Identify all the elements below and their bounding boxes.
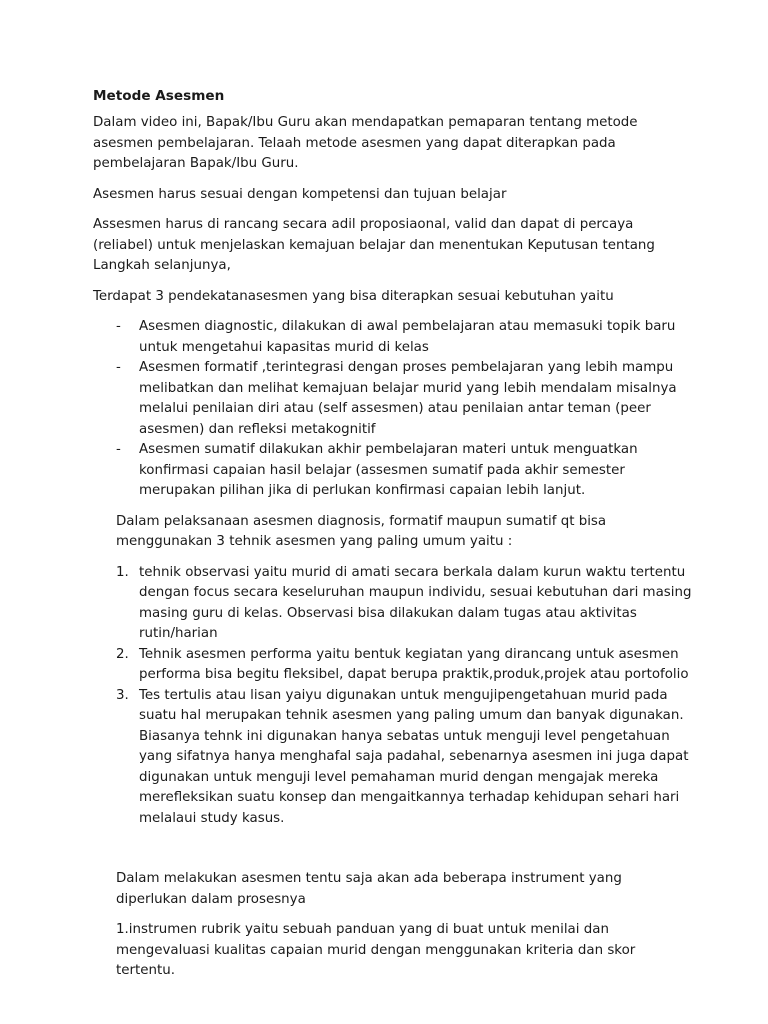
document-body: [93, 86, 693, 992]
technique-observation: tehnik observasi yaitu murid di amati secara berkala dalam kurun waktu tertentu dengan focus secara keseluruhan maupun individu, sesuai kebutuhan dari masing masing guru di kelas. Observasi bisa dilakukan dalam tugas atau aktivitas rutin/harian: [139, 564, 692, 641]
list-item: [93, 440, 693, 502]
list-item: [93, 317, 693, 358]
technique-performance: Tehnik asesmen performa yaitu bentuk kegiatan yang dirancang untuk asesmen performa bisa begitu fleksibel, dapat berupa praktik,produk,projek atau portofolio: [139, 646, 689, 682]
list-item: [93, 358, 693, 440]
number-marker: 1.: [116, 564, 129, 580]
techniques-intro-paragraph: Dalam pelaksanaan asesmen diagnosis, formatif maupun sumatif qt bisa menggunakan 3 tehnik asesmen yang paling umum yaitu :: [116, 513, 607, 549]
list-item: [93, 686, 693, 830]
list-item: [93, 563, 693, 645]
document-title: Metode Asesmen: [93, 88, 225, 104]
list-item: [93, 645, 693, 686]
approach-formative: Asesmen formatif ,terintegrasi dengan proses pembelajaran yang lebih mampu melibatkan dan melihat kemajuan belajar murid yang lebih mendalam misalnya melalui penilaian diri atau (self assesmen) atau penilaian antar teman (peer asesmen) dan refleksi metakognitif: [139, 360, 677, 437]
competency-paragraph: Asesmen harus sesuai dengan kompetensi dan tujuan belajar: [93, 186, 507, 202]
number-marker: 2.: [116, 646, 129, 662]
number-marker: 3.: [116, 687, 129, 703]
intro-paragraph: Dalam video ini, Bapak/Ibu Guru akan mendapatkan pemaparan tentang metode asesmen pembelajaran. Telaah metode asesmen yang dapat diterapkan pada pembelajaran Bapak/Ibu Guru.: [93, 115, 638, 171]
instruments-intro-paragraph: Dalam melakukan asesmen tentu saja akan ada beberapa instrument yang diperlukan dalam prosesnya: [116, 871, 622, 907]
approaches-list: [93, 317, 693, 502]
dash-marker: -: [116, 442, 121, 457]
approaches-intro-paragraph: Terdapat 3 pendekatanasesmen yang bisa diterapkan sesuai kebutuhan yaitu: [93, 288, 614, 304]
rubric-instrument-paragraph: 1.instrumen rubrik yaitu sebuah panduan yang di buat untuk menilai dan mengevaluasi kualitas capaian murid dengan menggunakan kriteria dan skor tertentu.: [116, 922, 636, 978]
approach-summative: Asesmen sumatif dilakukan akhir pembelajaran materi untuk menguatkan konfirmasi capaian hasil belajar (assesmen sumatif pada akhir semester merupakan pilihan jika di perlukan konfirmasi capaian lebih lanjut.: [139, 442, 638, 498]
approach-diagnostic: Asesmen diagnostic, dilakukan di awal pembelajaran atau memasuki topik baru untuk mengetahui kapasitas murid di kelas: [139, 319, 676, 355]
dash-marker: -: [116, 319, 121, 334]
dash-marker: -: [116, 360, 121, 375]
blank-line: [93, 839, 693, 869]
techniques-list: [93, 563, 693, 830]
fairness-paragraph: Assesmen harus di rancang secara adil proposiaonal, valid dan dapat di percaya (reliabel) untuk menjelaskan kemajuan belajar dan menentukan Keputusan tentang Langkah selanjunya,: [93, 217, 655, 273]
technique-written-test: Tes tertulis atau lisan yaiyu digunakan untuk mengujipengetahuan murid pada suatu hal merupakan tehnik asesmen yang paling umum dan banyak digunakan. Biasanya tehnk ini digunakan hanya sebatas untuk menguji level pengetahuan yang sifatnya hanya menghafal saja padahal, sebenarnya asesmen ini juga dapat digunakan untuk menguji level pemahaman murid dengan mengajak mereka merefleksikan suatu konsep dan mengaitkannya terhadap kehidupan sehari hari melalaui study kasus.: [139, 687, 689, 826]
